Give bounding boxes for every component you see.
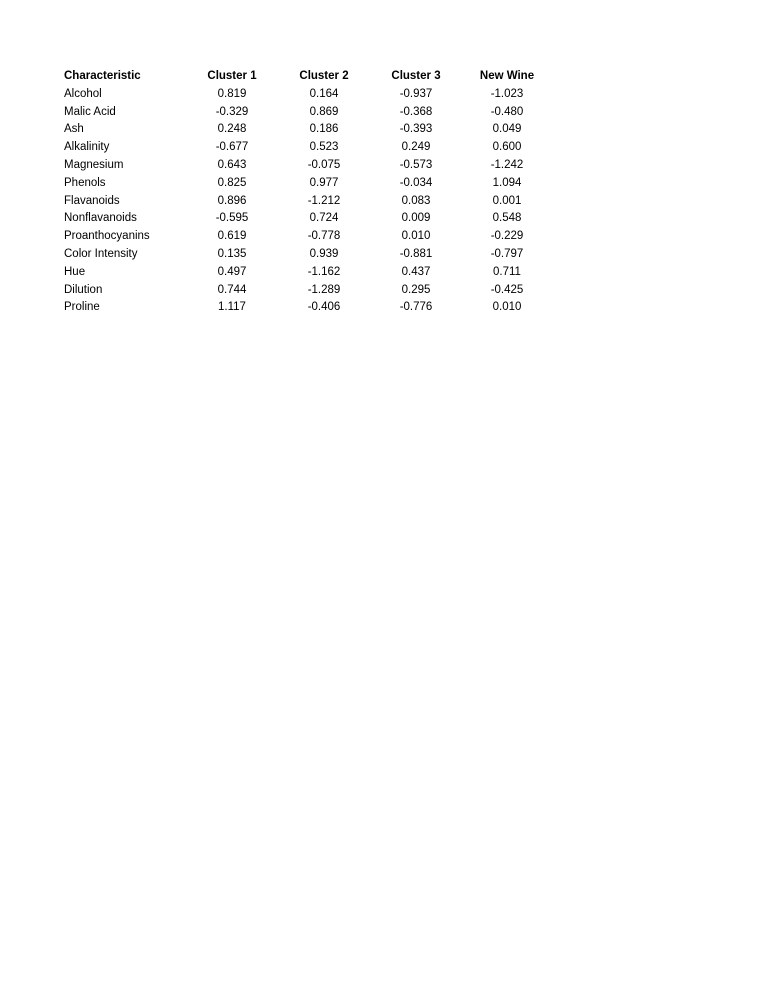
cluster-1-value: 0.643 <box>217 158 247 171</box>
cluster-1-value: -0.677 <box>215 141 249 154</box>
cluster-2-value: -0.075 <box>307 158 341 171</box>
new-wine-value: 0.548 <box>492 212 522 225</box>
new-wine-value: -1.242 <box>490 158 524 171</box>
cluster-table <box>60 68 552 317</box>
table-row <box>60 282 552 300</box>
row-label: Color Intensity <box>64 247 138 260</box>
row-label: Hue <box>64 265 86 278</box>
row-label: Flavanoids <box>64 194 120 207</box>
row-label: Proanthocyanins <box>64 230 150 243</box>
table-row <box>60 175 552 193</box>
row-label: Malic Acid <box>64 105 116 118</box>
header-cluster-2: Cluster 2 <box>299 70 349 82</box>
row-label: Ash <box>64 123 84 136</box>
cluster-2-value: 0.939 <box>309 247 339 260</box>
table-row <box>60 193 552 211</box>
cluster-2-value: 0.186 <box>309 123 339 136</box>
cluster-2-value: -1.289 <box>307 283 341 296</box>
table-row <box>60 264 552 282</box>
cluster-3-value: 0.009 <box>401 212 431 225</box>
cluster-2-value: 0.724 <box>309 212 339 225</box>
cluster-1-value: 0.619 <box>217 230 247 243</box>
table-row <box>60 86 552 104</box>
cluster-1-value: 0.819 <box>217 87 247 100</box>
cluster-2-value: -1.212 <box>307 194 341 207</box>
table-row <box>60 299 552 317</box>
cluster-1-value: -0.595 <box>215 212 249 225</box>
row-label: Phenols <box>64 176 106 189</box>
table-row <box>60 246 552 264</box>
table-row <box>60 210 552 228</box>
table-row <box>60 104 552 122</box>
cluster-3-value: 0.249 <box>401 141 431 154</box>
cluster-2-value: -0.406 <box>307 301 341 314</box>
table-row <box>60 121 552 139</box>
header-cluster-3: Cluster 3 <box>391 70 441 82</box>
cluster-3-value: -0.368 <box>399 105 433 118</box>
new-wine-value: 0.600 <box>492 141 522 154</box>
new-wine-value: 0.001 <box>492 194 522 207</box>
new-wine-value: 1.094 <box>492 176 522 189</box>
cluster-3-value: 0.437 <box>401 265 431 278</box>
cluster-3-value: -0.881 <box>399 247 433 260</box>
cluster-3-value: -0.393 <box>399 123 433 136</box>
cluster-3-value: -0.937 <box>399 87 433 100</box>
cluster-1-value: 0.135 <box>217 247 247 260</box>
cluster-1-value: 0.744 <box>217 283 247 296</box>
cluster-2-value: 0.523 <box>309 141 339 154</box>
row-label: Alkalinity <box>64 141 110 154</box>
cluster-3-value: -0.034 <box>399 176 433 189</box>
cluster-2-value: 0.164 <box>309 87 339 100</box>
new-wine-value: 0.049 <box>492 123 522 136</box>
cluster-1-value: 0.248 <box>217 123 247 136</box>
cluster-2-value: 0.977 <box>309 176 339 189</box>
new-wine-value: 0.010 <box>492 301 522 314</box>
cluster-1-value: 0.497 <box>217 265 247 278</box>
header-cluster-1: Cluster 1 <box>207 70 257 82</box>
table-row <box>60 157 552 175</box>
header-new-wine: New Wine <box>479 70 535 82</box>
row-label: Dilution <box>64 283 103 296</box>
header-row <box>60 68 552 86</box>
cluster-3-value: 0.010 <box>401 230 431 243</box>
cluster-1-value: 0.896 <box>217 194 247 207</box>
new-wine-value: -0.425 <box>490 283 524 296</box>
new-wine-value: -0.797 <box>490 247 524 260</box>
cluster-3-value: -0.776 <box>399 301 433 314</box>
cluster-3-value: 0.083 <box>401 194 431 207</box>
row-label: Alcohol <box>64 87 102 100</box>
new-wine-value: -1.023 <box>490 87 524 100</box>
data-table-container <box>60 68 552 317</box>
cluster-1-value: -0.329 <box>215 105 249 118</box>
table-body <box>60 86 552 317</box>
row-label: Nonflavanoids <box>64 212 137 225</box>
table-row <box>60 139 552 157</box>
new-wine-value: -0.229 <box>490 230 524 243</box>
new-wine-value: -0.480 <box>490 105 524 118</box>
row-label: Proline <box>64 301 100 314</box>
row-label: Magnesium <box>64 158 124 171</box>
cluster-2-value: -1.162 <box>307 265 341 278</box>
cluster-1-value: 1.117 <box>218 301 246 314</box>
new-wine-value: 0.711 <box>493 265 521 278</box>
cluster-2-value: 0.869 <box>309 105 339 118</box>
cluster-2-value: -0.778 <box>307 230 341 243</box>
cluster-1-value: 0.825 <box>217 176 247 189</box>
cluster-3-value: -0.573 <box>399 158 433 171</box>
header-characteristic: Characteristic <box>64 70 141 82</box>
cluster-3-value: 0.295 <box>401 283 431 296</box>
table-row <box>60 228 552 246</box>
